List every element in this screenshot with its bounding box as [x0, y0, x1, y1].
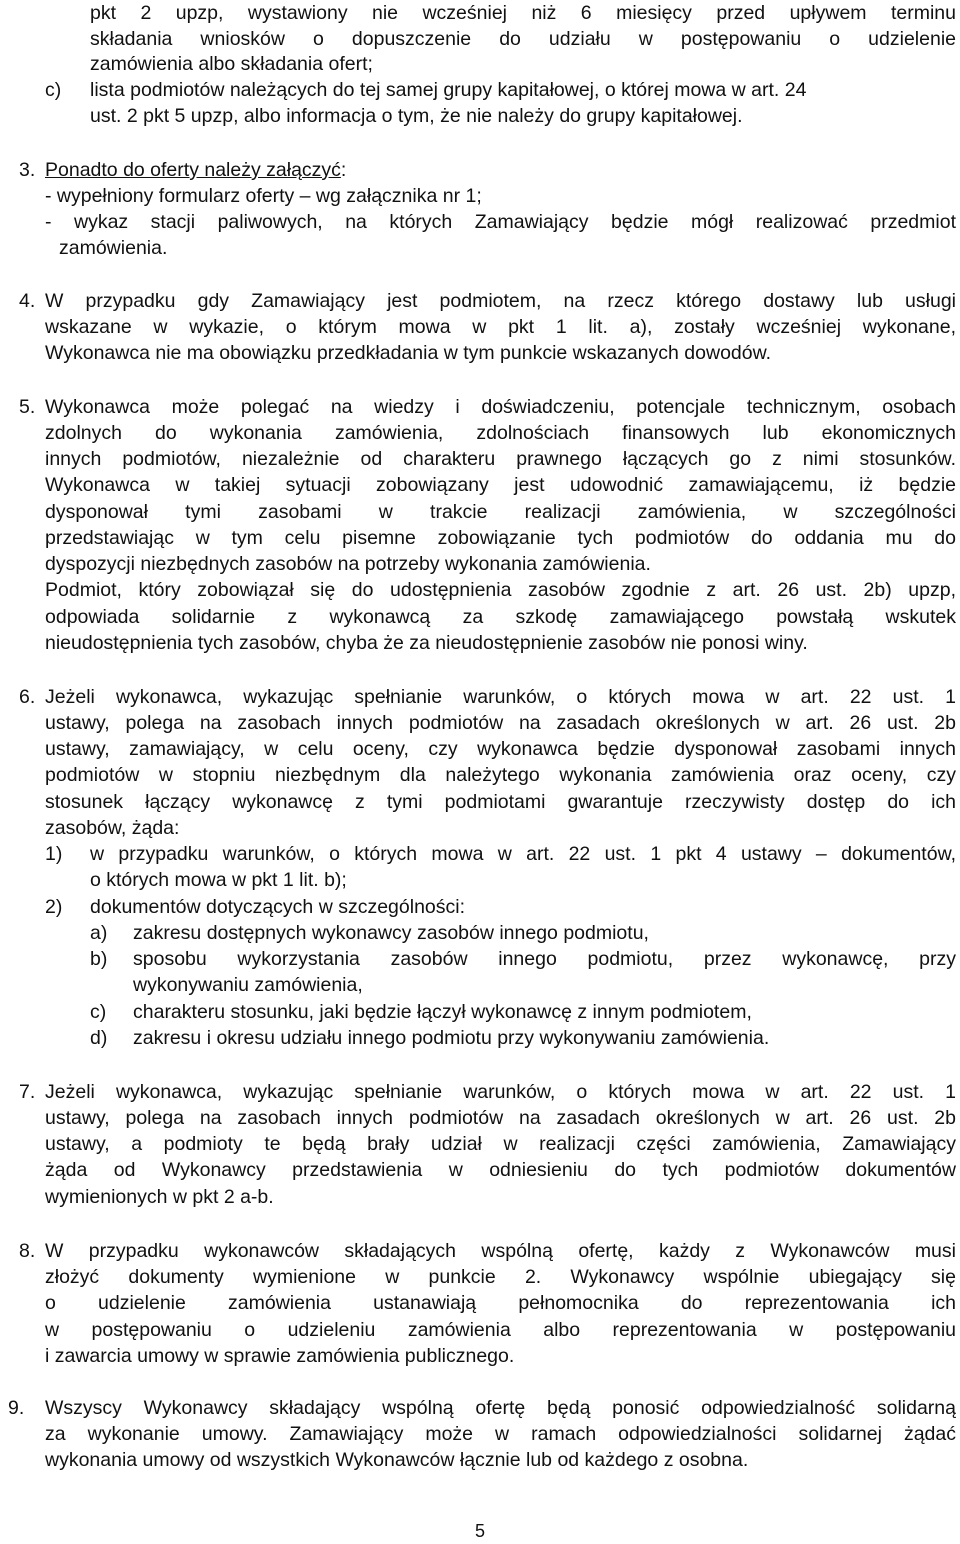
text-line: podmiotów w stopniu niezbędnym dla należytego wykonania zamówienia oraz oceny, czy — [45, 764, 956, 786]
list-marker: 2) — [45, 896, 63, 918]
heading-colon: : — [340, 159, 347, 181]
list-marker: 1) — [45, 843, 63, 865]
heading-text: Ponadto do oferty należy załączyć — [45, 159, 341, 181]
text-line: o których mowa w pkt 1 lit. b); — [90, 869, 347, 891]
text-line: Wszyscy Wykonawcy składający wspólną ofertę będą ponosić odpowiedzialność solidarną — [45, 1397, 956, 1419]
text-line: - wypełniony formularz oferty – wg załącznika nr 1; — [45, 185, 482, 207]
text-line: wymienionych w pkt 2 a-b. — [45, 1186, 274, 1208]
text-line: W przypadku wykonawców składających wspólną ofertę, każdy z Wykonawców musi — [45, 1240, 956, 1262]
section-number: 5. — [19, 396, 36, 418]
text-line: odpowiada solidarnie z wykonawcą za szkodę zamawiającego powstałą wskutek — [45, 606, 956, 628]
list-marker: d) — [90, 1027, 108, 1049]
text-line: wykonywaniu zamówienia, — [133, 974, 363, 996]
text-line: zakresu dostępnych wykonawcy zasobów innego podmiotu, — [133, 922, 649, 944]
text-line: dokumentów dotyczących w szczególności: — [90, 896, 466, 918]
section-number: 4. — [19, 290, 36, 312]
text-line: za wykonanie umowy. Zamawiający może w ramach odpowiedzialności solidarnej żądać — [45, 1423, 956, 1445]
list-marker: c) — [90, 1001, 107, 1023]
list-marker: a) — [90, 922, 108, 944]
section-number: 3. — [19, 159, 36, 181]
text-line: Podmiot, który zobowiązał się do udostępnienia zasobów zgodnie z art. 26 ust. 2b) upzp, — [45, 579, 956, 601]
text-line: innych podmiotów, niezależnie od charakteru prawnego łączących go z nimi stosunków. — [45, 448, 956, 470]
text-line: zasobów, żąda: — [45, 817, 180, 839]
section-number: 6. — [19, 686, 36, 708]
text-line: stosunek łączący wykonawcę z tymi podmiotami gwarantuje rzeczywisty dostęp do ich — [45, 791, 956, 813]
text-line: zakresu i okresu udziału innego podmiotu przy wykonywaniu zamówienia. — [133, 1027, 770, 1049]
text-line: Wykonawca może polegać na wiedzy i doświadczeniu, potencjale technicznym, osobach — [45, 396, 956, 418]
text-line: przedstawiając w tym celu pisemne zobowiązanie tych podmiotów do oddania mu do — [45, 527, 956, 549]
text-line: lista podmiotów należących do tej samej grupy kapitałowej, o której mowa w art. 24 — [90, 79, 807, 101]
text-line: sposobu wykorzystania zasobów innego podmiotu, przez wykonawcę, przy — [133, 948, 956, 970]
text-line: żąda od Wykonawcy przedstawienia w odniesieniu do tych podmiotów dokumentów — [45, 1159, 956, 1181]
text-line: pkt 2 upzp, wystawiony nie wcześniej niż 6 miesięcy przed upływem terminu — [90, 2, 956, 24]
text-line: dyspozycji niezbędnych zasobów na potrzeby wykonania zamówienia. — [45, 553, 651, 575]
page-number: 5 — [474, 1521, 485, 1541]
section-number: 9. — [8, 1397, 25, 1419]
text-line: Jeżeli wykonawca, wykazując spełnianie warunków, o których mowa w art. 22 ust. 1 — [45, 686, 956, 708]
text-line: zamówienia albo składania ofert; — [90, 53, 373, 75]
text-line: dysponował tymi zasobami w trakcie realizacji zamówienia, w szczególności — [45, 501, 956, 523]
text-line: w postępowaniu o udzieleniu zamówienia albo reprezentowania w postępowaniu — [45, 1319, 956, 1341]
text-line: w przypadku warunków, o których mowa w art. 22 ust. 1 pkt 4 ustawy – dokumentów, — [90, 843, 956, 865]
list-marker: b) — [90, 948, 108, 970]
text-line: Jeżeli wykonawca, wykazując spełnianie warunków, o których mowa w art. 22 ust. 1 — [45, 1081, 956, 1103]
text-line: wykonania umowy od wszystkich Wykonawców łącznie lub od każdego z osobna. — [45, 1449, 749, 1471]
text-line: ust. 2 pkt 5 upzp, albo informacja o tym, że nie należy do grupy kapitałowej. — [90, 105, 743, 127]
list-marker: c) — [45, 79, 62, 101]
text-line: charakteru stosunku, jaki będzie łączył wykonawcę z innym podmiotem, — [133, 1001, 752, 1023]
text-line: Wykonawca nie ma obowiązku przedkładania w tym punkcie wskazanych dowodów. — [45, 342, 772, 364]
section-number: 8. — [19, 1240, 36, 1262]
text-line: wskazane w wykazie, o którym mowa w pkt 1 lit. a), zostały wcześniej wykonane, — [45, 316, 956, 338]
text-line: o udzielenie zamówienia ustanawiają pełnomocnika do reprezentowania ich — [45, 1292, 956, 1314]
text-line: ustawy, polega na zasobach innych podmiotów na zasadach określonych w art. 26 ust. 2b — [45, 712, 956, 734]
text-line: ustawy, a podmioty te będą brały udział w realizacji części zamówienia, Zamawiający — [45, 1133, 956, 1155]
text-line: złożyć dokumenty wymienione w punkcie 2. Wykonawcy wspólnie ubiegający się — [45, 1266, 956, 1288]
section-heading — [45, 157, 346, 183]
section-number: 7. — [19, 1081, 36, 1103]
text-line: ustawy, polega na zasobach innych podmiotów na zasadach określonych w art. 26 ust. 2b — [45, 1107, 956, 1129]
text-line: i zawarcia umowy w sprawie zamówienia publicznego. — [45, 1345, 515, 1367]
text-line: składania wniosków o dopuszczenie do udziału w postępowaniu o udzielenie — [90, 28, 956, 50]
text-line: Wykonawca w takiej sytuacji zobowiązany jest udowodnić zamawiającemu, iż będzie — [45, 474, 956, 496]
text-line: zdolnych do wykonania zamówienia, zdolnościach finansowych lub ekonomicznych — [45, 422, 956, 444]
text-line: zamówienia. — [59, 237, 168, 259]
text-line: W przypadku gdy Zamawiający jest podmiotem, na rzecz którego dostawy lub usługi — [45, 290, 956, 312]
text-line: nieudostępnienia tych zasobów, chyba że za nieudostępnienie zasobów nie ponosi winy. — [45, 632, 808, 654]
text-line: - wykaz stacji paliwowych, na których Zamawiający będzie mógł realizować przedmiot — [45, 211, 956, 233]
text-line: ustawy, zamawiający, w celu oceny, czy wykonawca będzie dysponował zasobami innych — [45, 738, 956, 760]
